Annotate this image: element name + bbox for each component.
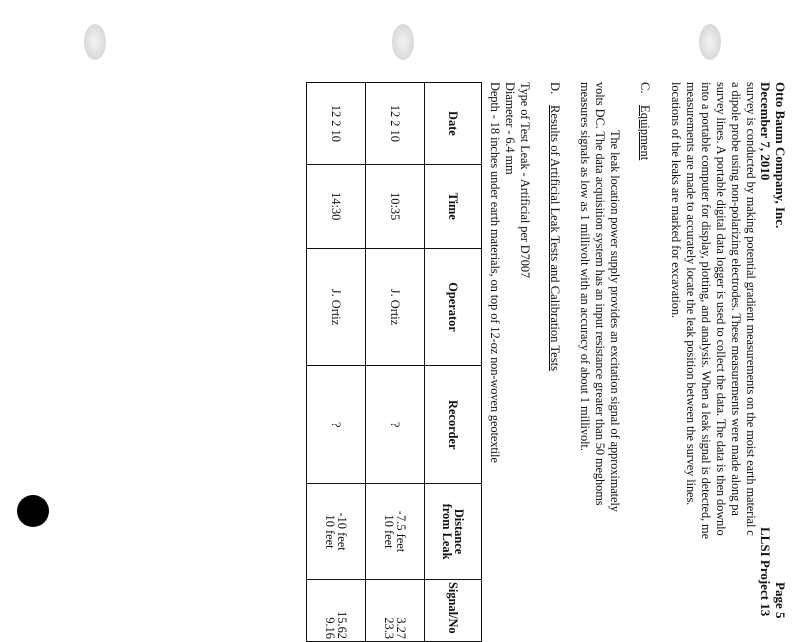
body-line: survey is conducted by making potential gradient measurements on the moist earth material c <box>744 82 758 536</box>
header-company: Otto Baum Company, Inc. <box>773 82 788 229</box>
table-row <box>307 83 366 642</box>
cell-distance: -10 feet 10 feet <box>307 484 366 580</box>
section-d-title: Results of Artificial Leak Tests and Calibration Tests <box>548 105 562 372</box>
body-line: volts DC. The data acquisition system has an input resistance greater than 50 meghoms <box>593 82 607 506</box>
cell-distance: -7.5 feet 10 feet <box>366 484 425 580</box>
cell-operator: J. Ortiz <box>366 248 425 366</box>
col-header-recorder: Recorder <box>425 366 482 484</box>
section-d-letter: D. <box>548 82 562 95</box>
test-diameter: Diameter - 6.4 mm <box>503 82 517 175</box>
cell-signal: 3.27 23.3 <box>366 579 425 641</box>
cell-date: 12 2 10 <box>307 83 366 165</box>
cell-date: 12 2 10 <box>366 83 425 165</box>
section-c-title: Equipment <box>638 105 652 161</box>
cell-recorder: ? <box>307 366 366 484</box>
test-depth: Depth - 18 inches under earth materials, on top of 12-oz non-woven geotextile <box>488 82 502 463</box>
body-line: survey lines. A portable digital data logger is used to collect the data. The data is then downlo <box>714 82 728 536</box>
body-line: locations of the leaks are marked for excavation. <box>669 82 683 318</box>
cell-time: 14:30 <box>307 164 366 248</box>
table-row <box>366 83 425 642</box>
header-page: Page 5 <box>773 582 788 619</box>
test-type: Type of Test Leak - Artificial per D7007 <box>518 82 532 279</box>
section-c-letter: C. <box>638 82 652 94</box>
body-line: into a portable computer for display, plotting, and analysis. When a leak signal is detected, me <box>699 82 713 539</box>
col-header-time: Time <box>425 164 482 248</box>
cell-signal: 15.62 9.16 <box>307 579 366 641</box>
col-header-date: Date <box>425 83 482 165</box>
cell-recorder: ? <box>366 366 425 484</box>
col-header-distance: Distance from Leak <box>425 484 482 580</box>
table-header-row <box>425 83 482 642</box>
body-line: measurements are made to accurately locate the leak position between the survey lines. <box>684 82 698 506</box>
cell-operator: J. Ortiz <box>307 248 366 366</box>
body-line: measures signals as low as 1 millivolt with an accuracy of about 1 millivolt. <box>578 82 592 451</box>
body-line: a dipole probe using non-polarizing electrodes. These measurements were made along pa <box>729 82 743 516</box>
col-header-signal: Signal/No <box>425 579 482 641</box>
header-project: LLSI Project 13 <box>758 527 773 617</box>
body-line: The leak location power supply provides an excitation signal of approximately <box>608 130 622 512</box>
cell-time: 10:35 <box>366 164 425 248</box>
col-header-operator: Operator <box>425 248 482 366</box>
results-table <box>306 82 482 642</box>
header-date: December 7, 2010 <box>758 82 773 181</box>
